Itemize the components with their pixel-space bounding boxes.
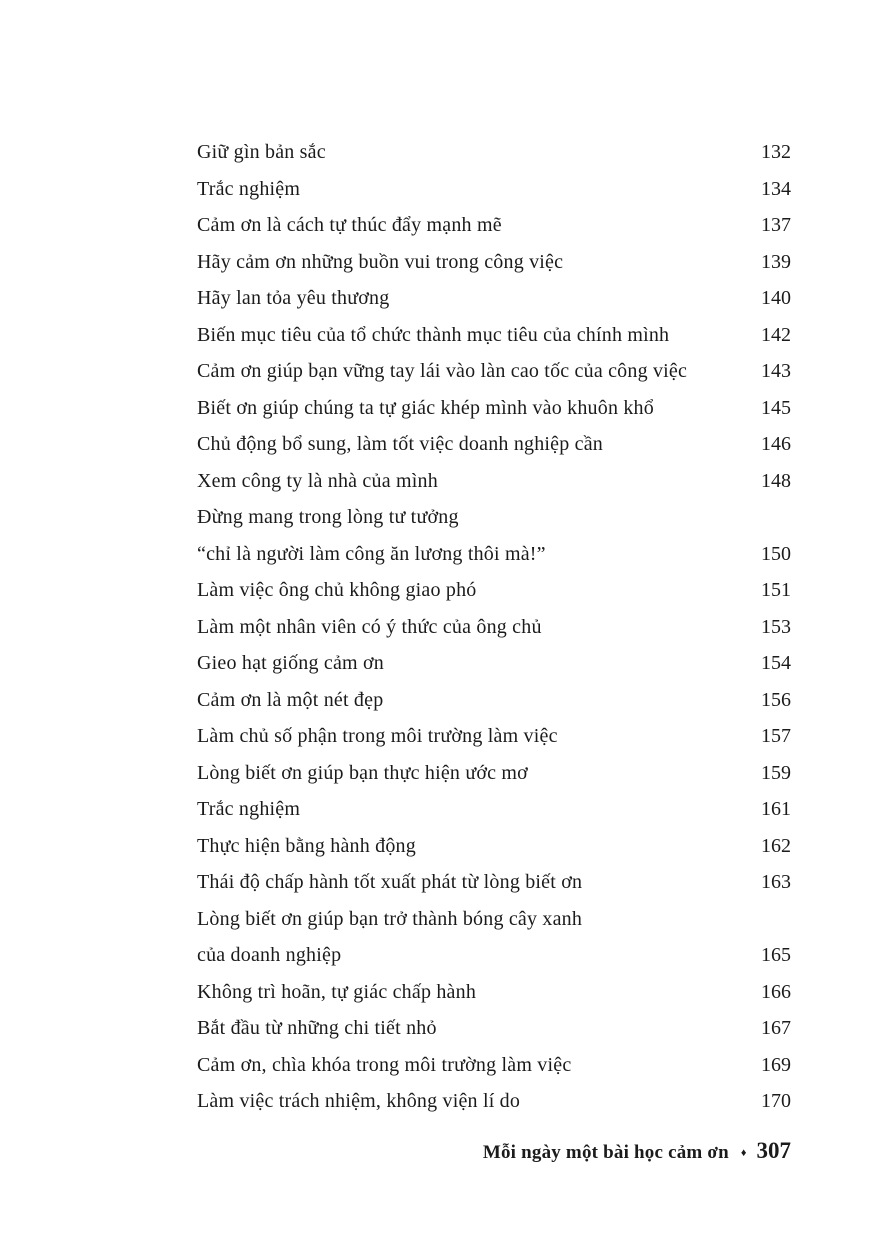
toc-entry (197, 901, 791, 974)
toc-entry-page: 132 (761, 141, 791, 163)
toc-entry (197, 1047, 791, 1084)
toc-entry-page: 140 (761, 287, 791, 309)
toc-entry (197, 974, 791, 1011)
toc-entry-title-line: của doanh nghiệp (197, 944, 342, 966)
toc-entry (197, 572, 791, 609)
toc-entry (197, 828, 791, 865)
toc-entry-page: 148 (761, 469, 791, 492)
toc-entry (197, 499, 791, 572)
toc-entry (197, 609, 791, 646)
toc-entry-title: Làm việc trách nhiệm, không viện lí do (197, 1090, 521, 1112)
toc-entry (197, 134, 791, 171)
toc-entry-title: Cảm ơn, chìa khóa trong môi trường làm việc (197, 1053, 572, 1076)
toc-entry-title: Bắt đầu từ những chi tiết nhỏ (197, 1017, 437, 1039)
toc-entry-title: Cảm ơn giúp bạn vững tay lái vào làn cao tốc của công việc (197, 360, 688, 382)
toc-entry-page: 151 (761, 579, 791, 601)
toc-entry-title: Biến mục tiêu của tổ chức thành mục tiêu của chính mình (197, 323, 670, 346)
toc-entry-page: 163 (761, 871, 791, 893)
toc-entry (197, 791, 791, 828)
toc-entry (197, 718, 791, 755)
diamond-icon: ♦ (740, 1147, 747, 1159)
toc-entry-page: 154 (761, 652, 791, 674)
footer-book-title: Mỗi ngày một bài học cảm ơn (482, 1142, 729, 1163)
toc-entry-title: Thực hiện bằng hành động (197, 834, 416, 857)
toc-entry-page: 145 (761, 396, 791, 419)
toc-entry-page: 134 (761, 177, 791, 200)
toc-entry-title-line: Lòng biết ơn giúp bạn trở thành bóng cây xanh (197, 907, 583, 930)
toc-entry-title: Giữ gìn bản sắc (197, 141, 326, 163)
toc-entry (197, 244, 791, 281)
toc-entry-page: 139 (761, 250, 791, 273)
toc-entry-title: Xem công ty là nhà của mình (197, 469, 438, 492)
toc-entry-page: 159 (761, 761, 791, 784)
toc-entry-title: Gieo hạt giống cảm ơn (197, 652, 384, 674)
toc-entry-title: Biết ơn giúp chúng ta tự giác khép mình vào khuôn khổ (197, 396, 654, 419)
toc-entry (197, 755, 791, 792)
toc-entry-title: Làm chủ số phận trong môi trường làm việc (197, 725, 558, 747)
toc-entry (197, 171, 791, 208)
page-footer (197, 1138, 791, 1164)
toc-entry-title-line: “chỉ là người làm công ăn lương thôi mà!” (197, 542, 546, 565)
toc-entry-title: Làm một nhân viên có ý thức của ông chủ (197, 615, 542, 638)
toc-entry-page: 170 (761, 1090, 791, 1112)
footer-page-number: 307 (756, 1138, 791, 1163)
toc-entry (197, 317, 791, 354)
toc-entry-title: Trắc nghiệm (197, 798, 301, 820)
toc-entry-page: 166 (761, 980, 791, 1003)
toc-entry-page: 153 (761, 615, 791, 638)
toc-entry (197, 1010, 791, 1047)
toc-entry-title: Trắc nghiệm (197, 177, 301, 200)
toc-entry-title-line: Đừng mang trong lòng tư tưởng (197, 506, 459, 528)
toc-entry (197, 426, 791, 463)
toc-entry-page: 142 (761, 323, 791, 346)
toc-entry-page: 165 (761, 944, 791, 966)
toc-entry-page: 156 (761, 688, 791, 711)
toc-entry-title: Lòng biết ơn giúp bạn thực hiện ước mơ (197, 761, 528, 784)
toc-entry-page: 161 (761, 798, 791, 820)
toc-entry-title: Thái độ chấp hành tốt xuất phát từ lòng biết ơn (197, 871, 583, 893)
toc-entry-page: 146 (761, 433, 791, 455)
toc-entry-title (197, 499, 546, 572)
toc-entry (197, 280, 791, 317)
toc-entry-title (197, 901, 582, 974)
toc-entry (197, 353, 791, 390)
toc-entry-title: Cảm ơn là cách tự thúc đẩy mạnh mẽ (197, 214, 502, 236)
toc-entry (197, 390, 791, 427)
toc-entry-title: Hãy cảm ơn những buồn vui trong công việc (197, 250, 564, 273)
toc-entry-title: Không trì hoãn, tự giác chấp hành (197, 980, 477, 1003)
toc-entry-page: 169 (761, 1053, 791, 1076)
toc-entry (197, 463, 791, 500)
toc-entry-page: 162 (761, 834, 791, 857)
toc-entry-title: Cảm ơn là một nét đẹp (197, 688, 384, 711)
toc-entry (197, 1083, 791, 1120)
toc-entry-page: 143 (761, 360, 791, 382)
table-of-contents (197, 134, 791, 1120)
toc-entry (197, 682, 791, 719)
toc-entry-page: 150 (761, 542, 791, 565)
toc-entry-title: Hãy lan tỏa yêu thương (197, 287, 390, 309)
toc-entry-title: Chủ động bổ sung, làm tốt việc doanh nghiệp cần (197, 433, 604, 455)
toc-entry-page: 167 (761, 1017, 791, 1039)
toc-entry-page: 137 (761, 214, 791, 236)
toc-entry (197, 207, 791, 244)
toc-entry (197, 645, 791, 682)
toc-entry (197, 864, 791, 901)
toc-entry-title: Làm việc ông chủ không giao phó (197, 579, 477, 601)
toc-entry-page: 157 (761, 725, 791, 747)
